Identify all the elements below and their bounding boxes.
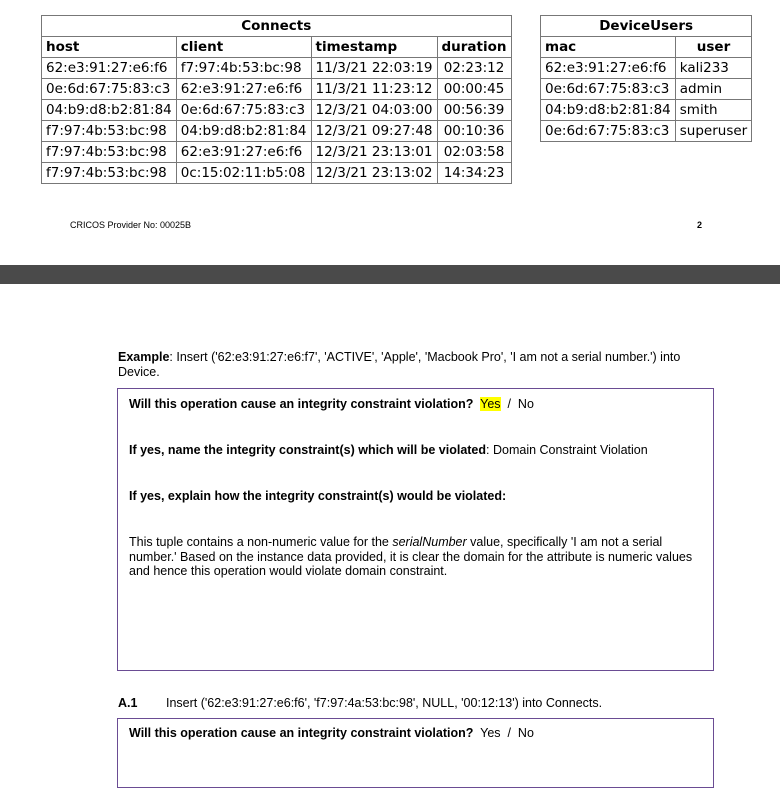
violation-question: Will this operation cause an integrity constraint violation? Yes / No (129, 726, 534, 740)
table-cell: smith (675, 100, 751, 121)
table-cell: 12/3/21 09:27:48 (311, 121, 437, 142)
table-cell: 11/3/21 11:23:12 (311, 79, 437, 100)
table-row (42, 142, 512, 163)
table-cell: 0c:15:02:11:b5:08 (176, 163, 311, 184)
a1-answer-box (117, 718, 714, 788)
table-cell: superuser (675, 121, 751, 142)
table-row (541, 100, 752, 121)
table-cell: 04:b9:d8:b2:81:84 (176, 121, 311, 142)
column-header: user (675, 37, 751, 58)
table-cell: 0e:6d:67:75:83:c3 (541, 79, 676, 100)
no-option: No (517, 397, 534, 411)
document-page-1 (0, 0, 780, 265)
table-cell: 0e:6d:67:75:83:c3 (42, 79, 177, 100)
table-cell: kali233 (675, 58, 751, 79)
table-row (541, 121, 752, 142)
table-cell: 0e:6d:67:75:83:c3 (541, 121, 676, 142)
table-cell: 12/3/21 23:13:01 (311, 142, 437, 163)
table-cell: 12/3/21 23:13:02 (311, 163, 437, 184)
example-label: Example (118, 350, 170, 364)
table-cell: 11/3/21 22:03:19 (311, 58, 437, 79)
table-cell: 02:23:12 (437, 58, 511, 79)
table-cell: 02:03:58 (437, 142, 511, 163)
table-row (42, 100, 512, 121)
explanation-text: This tuple contains a non-numeric value for the serialNumber value, specifically 'I am not a serial number.' Based on the instance data provided, it is clear the domain for the attribute is numeric values and hence this operation would violate domain constraint. (129, 535, 693, 578)
column-header: mac (541, 37, 676, 58)
page-number: 2 (697, 220, 703, 230)
page-separator (0, 265, 780, 284)
table-cell: 12/3/21 04:03:00 (311, 100, 437, 121)
yes-option: Yes (480, 726, 501, 740)
table-cell: 00:56:39 (437, 100, 511, 121)
cricos-provider-text: CRICOS Provider No: 00025B (70, 220, 192, 230)
table-cell: 14:34:23 (437, 163, 511, 184)
table-cell: 62:e3:91:27:e6:f6 (176, 142, 311, 163)
table-cell: 62:e3:91:27:e6:f6 (541, 58, 676, 79)
question-number: A.1 (118, 696, 138, 710)
table-row (42, 163, 512, 184)
column-header: host (42, 37, 177, 58)
column-header: timestamp (311, 37, 437, 58)
example-statement (118, 350, 718, 380)
table-row (541, 58, 752, 79)
question-text: Insert ('62:e3:91:27:e6:f6', 'f7:97:4a:53:bc:98', NULL, '00:12:13') into Connects. (166, 696, 603, 710)
table-cell: 0e:6d:67:75:83:c3 (176, 100, 311, 121)
yes-option: Yes (480, 397, 501, 411)
table-cell: f7:97:4b:53:bc:98 (176, 58, 311, 79)
table-row (42, 58, 512, 79)
constraint-name-line: If yes, name the integrity constraint(s) which will be violated: Domain Constraint Violation (129, 443, 648, 457)
table-cell: admin (675, 79, 751, 100)
table-row (541, 79, 752, 100)
table-cell: 00:10:36 (437, 121, 511, 142)
document-page-2 (0, 284, 780, 779)
table-cell: 62:e3:91:27:e6:f6 (42, 58, 177, 79)
connects-title: Connects (42, 16, 512, 37)
deviceusers-title: DeviceUsers (541, 16, 752, 37)
table-cell: f7:97:4b:53:bc:98 (42, 163, 177, 184)
example-answer-box (117, 388, 714, 671)
table-cell: f7:97:4b:53:bc:98 (42, 142, 177, 163)
table-cell: 04:b9:d8:b2:81:84 (42, 100, 177, 121)
deviceusers-table (540, 15, 752, 142)
violation-question: Will this operation cause an integrity constraint violation? Yes / No (129, 397, 534, 411)
question-a1 (118, 696, 602, 710)
table-cell: 62:e3:91:27:e6:f6 (176, 79, 311, 100)
table-cell: f7:97:4b:53:bc:98 (42, 121, 177, 142)
no-option: No (517, 726, 534, 740)
column-header: client (176, 37, 311, 58)
table-row (42, 121, 512, 142)
column-header: duration (437, 37, 511, 58)
table-cell: 00:00:45 (437, 79, 511, 100)
explain-prompt: If yes, explain how the integrity constraint(s) would be violated: (129, 489, 507, 503)
table-cell: 04:b9:d8:b2:81:84 (541, 100, 676, 121)
table-row (42, 79, 512, 100)
example-text: : Insert ('62:e3:91:27:e6:f7', 'ACTIVE', 'Apple', 'Macbook Pro', 'I am not a serial number.') into Device. (118, 350, 681, 379)
connects-table (41, 15, 512, 184)
